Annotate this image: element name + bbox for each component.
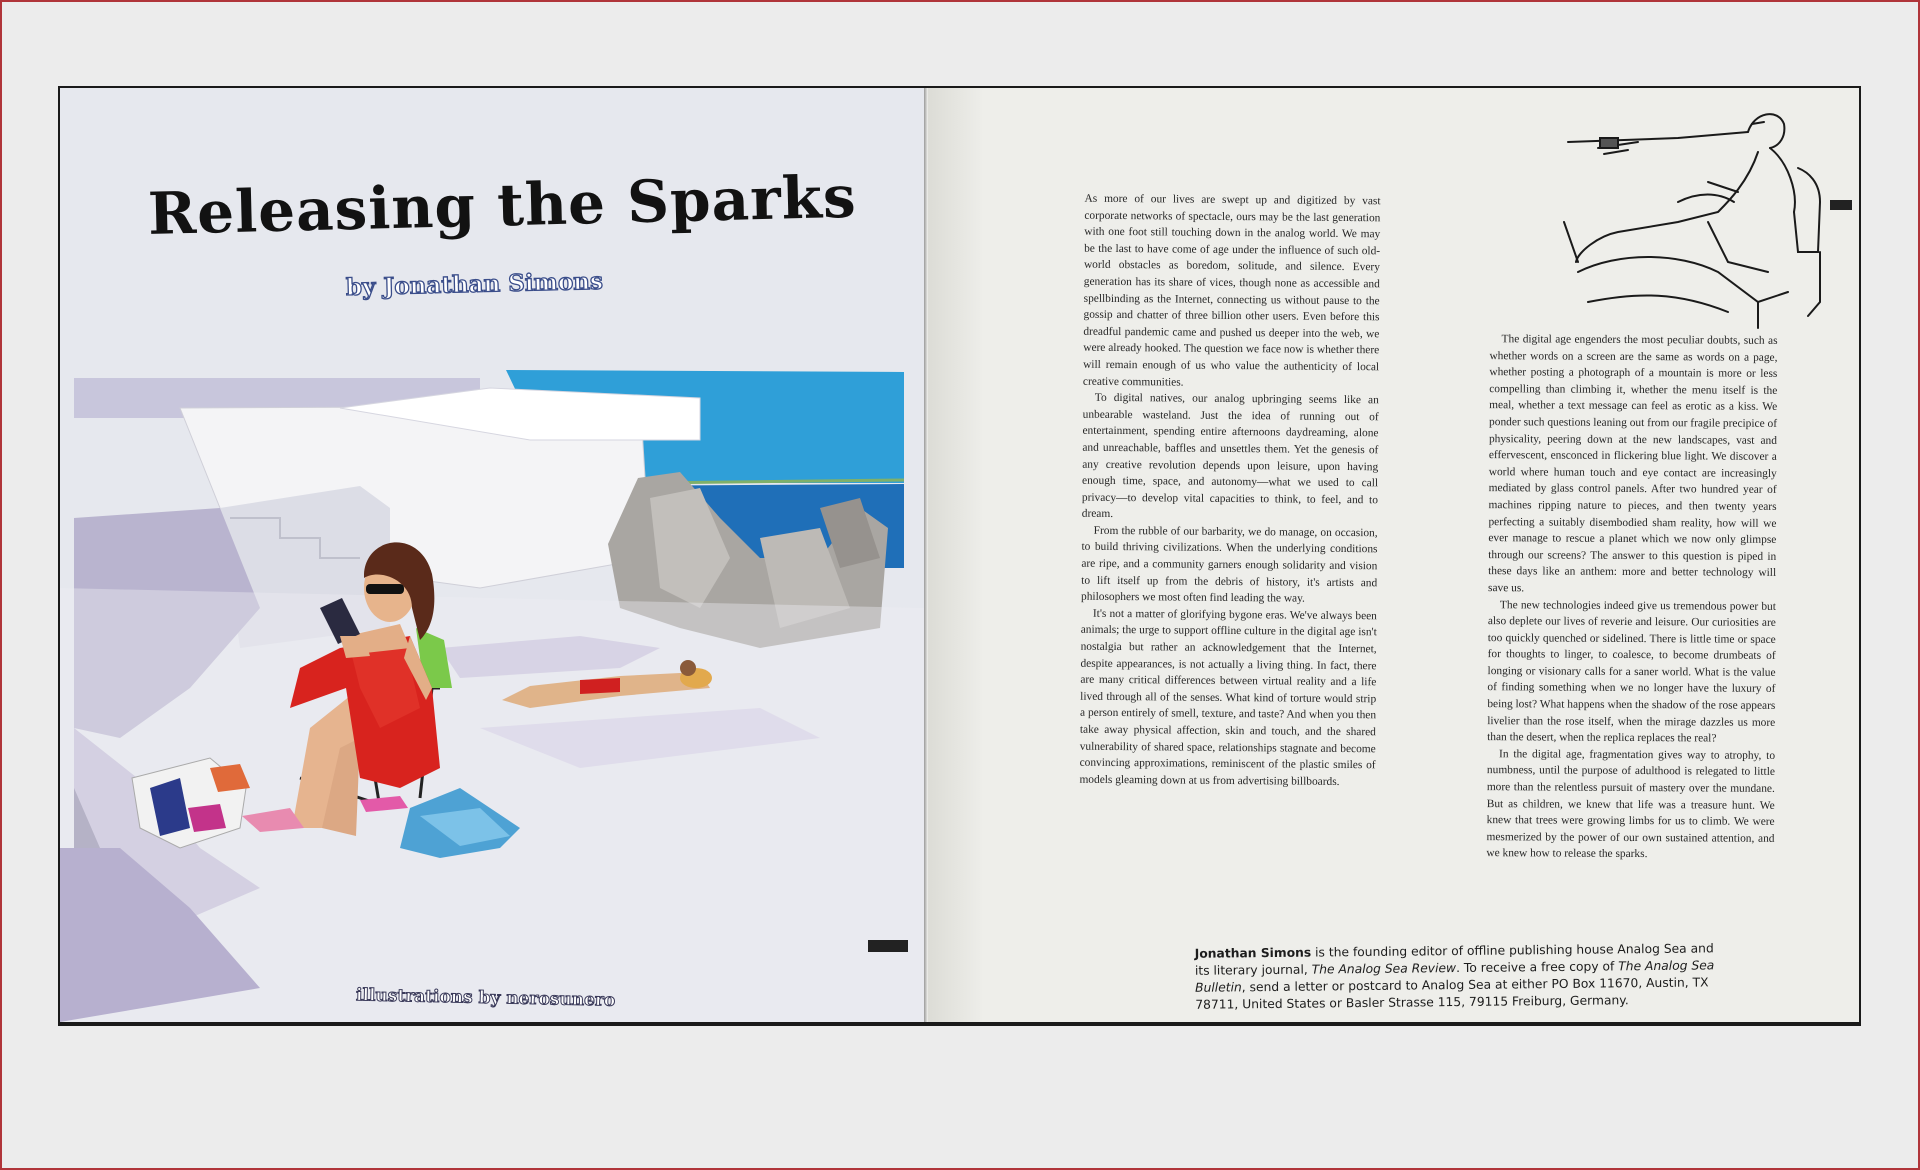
illustration-credit: illustrations by nerosunero xyxy=(355,985,616,1011)
bio-bulletin-title: The Analog Sea Bulletin xyxy=(1195,958,1715,995)
magazine-spread xyxy=(58,86,1861,1026)
paragraph: In the digital age, fragmentation gives way to atrophy, to numbness, until the purpose of adulthood is relegated to little more than the relentless pursuit of mastery over the mundane. But as children, we knew that life was a treasure hunt. We knew that trees were growing limbs for us to climb. We were mesmerized by the power of our own sustained attention, and we knew how to release the sparks. xyxy=(1486,748,1776,861)
paragraph: It's not a matter of glorifying bygone eras. We've always been animals; the urge to support offline culture in the digital age isn't nostalgia but rather an acknowledgement that the Internet, despite appearances, is not actually a living thing. In fact, there are many critical differences between virtual reality and a life lived through all of the senses. What kind of torture would strip a person entirely of smell, texture, and taste? And when you then take away physical affection, skin and touch, and the shared vulnerability of shared space, relationships stagnate and become convincing approximations, reminiscent of the plastic smiles of models gleaming down at us from advertising billboards. xyxy=(1079,607,1377,788)
paragraph: To digital natives, our analog upbringing seems like an unbearable wasteland. Just the idea of running out of entertainment, spending entire afternoons daydreaming, alone and unreachable, baffles and unsettles them. Yet the genesis of any creative revolution depends upon leisure, upon having enough time, space, and autonomy—what we used to call privacy—to develop vital capacities to think, to feel, and to dream. xyxy=(1081,391,1379,521)
article-title: Releasing the Sparks xyxy=(147,162,858,248)
article-column-2 xyxy=(1486,331,1777,864)
bio-journal-title: The Analog Sea Review xyxy=(1311,961,1457,977)
left-page xyxy=(60,88,924,1022)
author-byline: by Jonathan Simons xyxy=(345,267,604,301)
sketch-illustration xyxy=(1558,102,1858,332)
bio-text: , send a letter or postcard to Analog Sea at either PO Box 11670, Austin, TX 78711, United States or Basler Strasse 115, 79115 Freiburg, Germany. xyxy=(1195,975,1709,1012)
paragraph: The digital age engenders the most peculiar doubts, such as whether words on a screen are the same as words on a page, whether posting a photograph of a mountain is more or less compelling than climbing it, whether the menu itself is the meal, whether a text message can feel as erotic as a kiss. We ponder such questions leaning out from our fragile precipice of physicality, peering down at the new landscapes, vast and effervescent, ensconced in flickering blue light. We discover a world where human touch and eye contact are increasingly mediated by glass control panels. After two hundred year of machines ripping nature to pieces, and then twenty years perfecting a suitably disembodied sham reality, how will we ever manage to rescue a planet which we now only glimpse through our screens? The answer to this question is piped in these days like an anthem: more and better technology will save us. xyxy=(1488,333,1778,595)
author-bio xyxy=(1195,940,1728,1014)
bio-text: . To receive a free copy of xyxy=(1456,959,1619,976)
paragraph: As more of our lives are swept up and digitized by vast corporate networks of spectacle, ours may be the last generation with one foot still touching down in the analog world. We may be the last to have come of age under the influence of such old-world obstacles as boredom, solitude, and silence. Every generation has its share of vices, though none as accessible and spellbinding as the Internet, connecting us without pause to the gossip and chatter of three billion other users. Even before this dreadful pandemic came and pushed us deeper into the web, we were already hooked. The question we face now is whether there will remain enough of us who value the authenticity of local creative communities. xyxy=(1082,192,1381,389)
paragraph: From the rubble of our barbarity, we do manage, on occasion, to build thriving civilizations. When the underlying conditions are ripe, and a community garners enough solidarity and vision to lift itself up from the debris of history, it's artists and philosophers we most often find leading the way. xyxy=(1081,524,1378,605)
article-column-1 xyxy=(1079,191,1380,791)
bio-author-name: Jonathan Simons xyxy=(1194,945,1312,961)
paragraph: The new technologies indeed give us tremendous power but also deplete our lives of reverie and leisure. Our curiosities are too quickly quenched or sidelined. There is little time or space for thoughts to linger, to coalesce, to become drumbeats of longing or visionary calls for a saner world. What is the value of finding something when we no longer have the luxury of being lost? What happens when the shadow of the rose appears livelier than the rose itself, when the mirage dazzles us more than the desert, when the replica replaces the real? xyxy=(1487,598,1776,745)
right-page xyxy=(928,88,1859,1022)
bio-text: is the founding editor of offline publishing house Analog Sea and its literary journal, xyxy=(1194,941,1714,978)
